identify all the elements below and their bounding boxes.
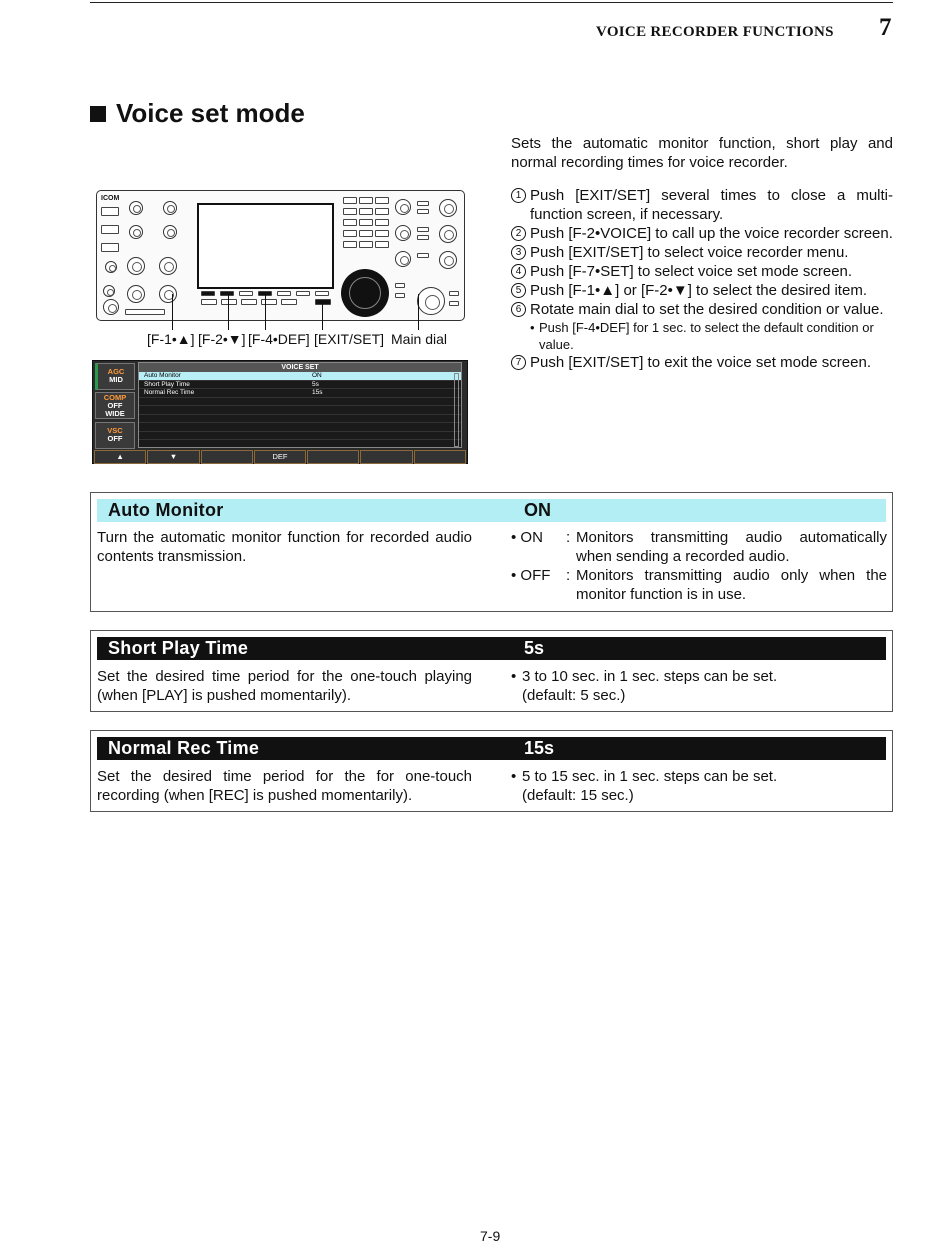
step-item	[511, 300, 893, 319]
menu-row-name: Short Play Time	[144, 380, 190, 388]
menu-row-auto-monitor[interactable]	[139, 372, 461, 381]
vsc-value: OFF	[107, 434, 123, 443]
section-heading	[90, 98, 305, 129]
panel-button	[375, 208, 389, 215]
callout-exit-set: [EXIT/SET]	[314, 331, 385, 347]
exit-set-key	[315, 299, 331, 305]
knob-icon	[439, 251, 457, 269]
knob-icon	[163, 225, 177, 239]
knob-icon	[417, 287, 445, 315]
step-item	[511, 186, 893, 224]
callout-leader	[418, 294, 419, 330]
menu-row-empty	[139, 423, 461, 432]
setting-note: 3 to 10 sec. in 1 sec. steps can be set.	[522, 668, 778, 685]
step-text: Push [F-1•▲] or [F-2•▼] to select the desired item.	[530, 282, 867, 299]
panel-button	[359, 230, 373, 237]
setting-default: (default: 15 sec.)	[522, 787, 634, 804]
menu-row-name: Auto Monitor	[144, 372, 181, 379]
step-note-text: Push [F-4•DEF] for 1 sec. to select the default condition or value.	[539, 320, 874, 352]
step-number: 2	[511, 226, 526, 241]
callout-main-dial: Main dial	[391, 331, 448, 347]
menu-row-empty	[139, 398, 461, 407]
panel-button	[221, 299, 237, 305]
panel-button	[101, 225, 119, 234]
callout-leader	[265, 294, 266, 330]
setting-options	[511, 528, 887, 604]
panel-button	[395, 293, 405, 298]
panel-button	[449, 291, 459, 296]
step-list	[511, 186, 893, 372]
step-number: 3	[511, 245, 526, 260]
panel-button	[201, 299, 217, 305]
callout-f1: [F-1•▲]	[147, 331, 195, 347]
setting-default: (default: 5 sec.)	[522, 687, 626, 704]
agc-label: AGC	[107, 367, 125, 376]
step-text: Push [F-7•SET] to select voice set mode screen.	[530, 263, 853, 280]
option-text: Monitors transmitting audio automatically when sending a recorded audio.	[576, 529, 887, 565]
running-header: VOICE RECORDER FUNCTIONS	[596, 24, 834, 40]
menu-scrollbar[interactable]	[454, 373, 459, 447]
panel-button	[417, 227, 429, 232]
short-play-time-bar	[97, 637, 886, 660]
knob-icon	[129, 201, 143, 215]
setting-description: Set the desired time period for the for one-touch recording (when [REC] is pushed momentarily).	[97, 768, 472, 804]
menu-row-normal-rec-time[interactable]	[139, 389, 461, 398]
knob-icon	[127, 257, 145, 275]
agc-side-button[interactable]	[95, 363, 135, 390]
menu-row-value: 5s	[312, 380, 319, 388]
radio-front-panel	[96, 190, 465, 321]
f1-up-key[interactable]: ▲	[94, 450, 146, 464]
f2-down-key[interactable]: ▼	[147, 450, 199, 464]
function-key-bar	[93, 450, 467, 464]
f4-def-key[interactable]: DEF	[254, 450, 306, 464]
setting-value: 15s	[524, 738, 555, 758]
panel-button	[359, 197, 373, 204]
step-number: 6	[511, 302, 526, 317]
knob-icon	[395, 251, 411, 267]
knob-icon	[159, 285, 177, 303]
step-item	[511, 224, 893, 243]
knob-icon	[103, 285, 115, 297]
panel-button	[417, 201, 429, 206]
panel-button	[375, 241, 389, 248]
menu-row-short-play-time[interactable]	[139, 381, 461, 390]
panel-button	[359, 219, 373, 226]
menu-title: VOICE SET	[139, 363, 461, 372]
option-item: • OFF : Monitors transmitting audio only when the monitor function is in use.	[511, 567, 887, 603]
knob-icon	[103, 299, 119, 315]
step-text: Push [F-2•VOICE] to call up the voice recorder screen.	[530, 225, 893, 242]
panel-button	[395, 283, 405, 288]
panel-button	[241, 299, 257, 305]
step-text: Push [EXIT/SET] to select voice recorder menu.	[530, 244, 849, 261]
panel-button	[375, 197, 389, 204]
f7-key[interactable]	[414, 450, 466, 464]
panel-button	[359, 208, 373, 215]
option-key: • ON	[511, 529, 543, 546]
panel-button	[417, 209, 429, 214]
vsc-side-button[interactable]	[95, 422, 135, 449]
radio-display	[197, 203, 334, 289]
setting-description: Turn the automatic monitor function for recorded audio contents transmission.	[97, 529, 472, 565]
auto-monitor-bar	[97, 499, 886, 522]
normal-rec-time-bar	[97, 737, 886, 760]
panel-button	[375, 219, 389, 226]
panel-button	[343, 241, 357, 248]
voice-set-menu	[138, 362, 462, 448]
panel-button	[417, 235, 429, 240]
step-note: • Push [F-4•DEF] for 1 sec. to select the default condition or value.	[511, 319, 893, 353]
callout-leader	[322, 304, 323, 330]
setting-description: Set the desired time period for the one-touch playing (when [PLAY] is pushed momentarily).	[97, 668, 472, 704]
main-dial-icon	[341, 269, 389, 317]
auto-monitor-box	[90, 492, 893, 612]
callout-leader	[172, 294, 173, 330]
chapter-number: 7	[879, 14, 892, 41]
intro-paragraph: Sets the automatic monitor function, short play and normal recording times for voice recorder.	[511, 135, 893, 171]
step-item	[511, 262, 893, 281]
menu-row-value: 15s	[312, 389, 323, 396]
step-text: Rotate main dial to set the desired condition or value.	[530, 301, 884, 318]
f5-key	[277, 291, 291, 296]
setting-name: Short Play Time	[108, 638, 249, 658]
f6-key	[296, 291, 310, 296]
menu-row-empty	[139, 432, 461, 441]
knob-icon	[439, 225, 457, 243]
agc-value: MID	[109, 375, 123, 384]
menu-row-name: Normal Rec Time	[144, 389, 195, 396]
normal-rec-time-box	[90, 730, 893, 812]
step-item	[511, 281, 893, 300]
menu-row-value: ON	[312, 372, 322, 379]
comp-width-value: WIDE	[105, 409, 125, 418]
callout-f2: [F-2•▼]	[198, 331, 246, 347]
voice-set-screen	[92, 360, 468, 464]
knob-icon	[159, 257, 177, 275]
section-heading-text: Voice set mode	[116, 98, 305, 128]
brand-logo: ICOM	[101, 195, 120, 202]
step-text: Push [EXIT/SET] several times to close a multi-function screen, if necessary.	[530, 187, 893, 223]
panel-button	[343, 219, 357, 226]
option-key: • OFF	[511, 567, 551, 584]
option-text: Monitors transmitting audio only when the monitor function is in use.	[576, 567, 887, 603]
knob-icon	[395, 225, 411, 241]
panel-button	[359, 241, 373, 248]
setting-notes: • 3 to 10 sec. in 1 sec. steps can be set. (default: 5 sec.)	[511, 668, 778, 704]
step-number: 5	[511, 283, 526, 298]
step-number: 7	[511, 355, 526, 370]
panel-button	[261, 299, 277, 305]
comp-value: OFF	[107, 401, 123, 410]
step-item	[511, 353, 893, 372]
step-text: Push [EXIT/SET] to exit the voice set mode screen.	[530, 354, 871, 371]
panel-button	[343, 197, 357, 204]
f3-key	[239, 291, 253, 296]
knob-icon	[105, 261, 117, 273]
setting-value: ON	[524, 500, 551, 520]
panel-slot	[125, 309, 165, 315]
knob-icon	[127, 285, 145, 303]
f6-key[interactable]	[360, 450, 412, 464]
setting-name: Normal Rec Time	[108, 738, 260, 758]
knob-icon	[163, 201, 177, 215]
panel-button	[375, 230, 389, 237]
panel-button	[101, 207, 119, 216]
menu-row-empty	[139, 406, 461, 415]
setting-notes: • 5 to 15 sec. in 1 sec. steps can be set. (default: 15 sec.)	[511, 768, 778, 804]
square-bullet-icon	[90, 106, 106, 122]
setting-note: 5 to 15 sec. in 1 sec. steps can be set.	[522, 768, 778, 785]
f2-key	[220, 291, 234, 296]
panel-button	[449, 301, 459, 306]
knob-icon	[395, 199, 411, 215]
page-number: 7-9	[480, 1228, 501, 1244]
f5-key[interactable]	[307, 450, 359, 464]
panel-button	[101, 243, 119, 252]
f1-key	[201, 291, 215, 296]
setting-value: 5s	[524, 638, 545, 658]
callout-leader	[228, 294, 229, 330]
option-item: • ON : Monitors transmitting audio automatically when sending a recorded audio.	[511, 529, 887, 565]
comp-side-button[interactable]	[95, 392, 135, 419]
comp-label: COMP	[103, 393, 127, 402]
top-rule	[90, 2, 893, 3]
vsc-label: VSC	[107, 426, 123, 435]
panel-button	[343, 230, 357, 237]
step-number: 1	[511, 188, 526, 203]
setting-name: Auto Monitor	[108, 500, 224, 520]
f3-key[interactable]	[201, 450, 253, 464]
knob-icon	[439, 199, 457, 217]
panel-button	[343, 208, 357, 215]
knob-icon	[129, 225, 143, 239]
callout-f4: [F-4•DEF]	[248, 331, 310, 347]
short-play-time-box	[90, 630, 893, 712]
step-number: 4	[511, 264, 526, 279]
f7-key	[315, 291, 329, 296]
panel-button	[417, 253, 429, 258]
panel-button	[281, 299, 297, 305]
menu-row-empty	[139, 415, 461, 424]
step-item	[511, 243, 893, 262]
